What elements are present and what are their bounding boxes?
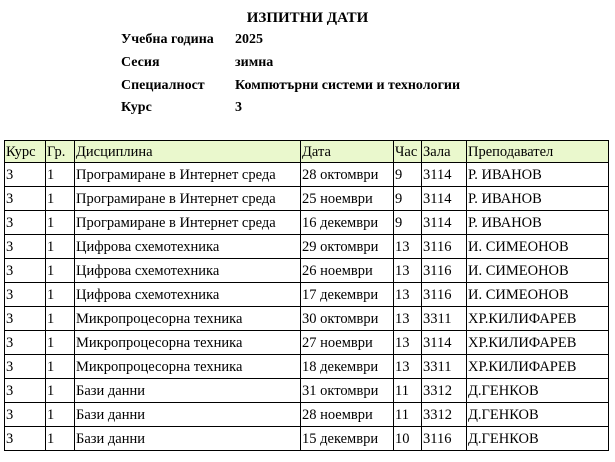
- hour-cell: 9: [394, 163, 422, 187]
- table-row: [5, 331, 609, 355]
- room-cell: 3116: [422, 235, 467, 259]
- lecturer-cell: Р. ИВАНОВ: [467, 187, 609, 211]
- date-cell: 18 декември: [301, 355, 394, 379]
- room-cell: 3116: [422, 259, 467, 283]
- table-row: [5, 379, 609, 403]
- date-cell: 27 ноември: [301, 331, 394, 355]
- room-cell: 3116: [422, 427, 467, 451]
- lecturer-cell: Р. ИВАНОВ: [467, 211, 609, 235]
- room-cell: 3114: [422, 211, 467, 235]
- date-cell: 30 октомври: [301, 307, 394, 331]
- info-value: 3: [235, 100, 242, 115]
- lecturer-cell: Д.ГЕНКОВ: [467, 379, 609, 403]
- column-header-course: Курс: [5, 141, 46, 163]
- hour-cell: 9: [394, 187, 422, 211]
- hour-cell: 13: [394, 235, 422, 259]
- page-title: ИЗПИТНИ ДАТИ: [246, 10, 369, 26]
- lecturer-cell: И. СИМЕОНОВ: [467, 283, 609, 307]
- group-cell: 1: [46, 235, 75, 259]
- group-cell: 1: [46, 307, 75, 331]
- exam-schedule-table: [4, 140, 609, 451]
- course-cell: 3: [5, 283, 46, 307]
- room-cell: 3114: [422, 187, 467, 211]
- info-specialty: [121, 77, 460, 95]
- course-cell: 3: [5, 379, 46, 403]
- discipline-cell: Микропроцесорна техника: [75, 307, 301, 331]
- info-label: Специалност: [121, 78, 205, 93]
- lecturer-cell: Д.ГЕНКОВ: [467, 427, 609, 451]
- hour-cell: 11: [394, 379, 422, 403]
- room-cell: 3311: [422, 355, 467, 379]
- room-cell: 3116: [422, 283, 467, 307]
- column-header-lecturer: Преподавател: [467, 141, 609, 163]
- room-cell: 3114: [422, 331, 467, 355]
- course-cell: 3: [5, 163, 46, 187]
- hour-cell: 13: [394, 307, 422, 331]
- course-cell: 3: [5, 403, 46, 427]
- course-cell: 3: [5, 355, 46, 379]
- group-cell: 1: [46, 427, 75, 451]
- column-header-hour: Час: [394, 141, 422, 163]
- discipline-cell: Програмиране в Интернет среда: [75, 187, 301, 211]
- info-label: Курс: [121, 100, 152, 115]
- table-row: [5, 283, 609, 307]
- hour-cell: 13: [394, 355, 422, 379]
- hour-cell: 13: [394, 283, 422, 307]
- course-cell: 3: [5, 427, 46, 451]
- course-cell: 3: [5, 307, 46, 331]
- table-row: [5, 211, 609, 235]
- discipline-cell: Бази данни: [75, 379, 301, 403]
- group-cell: 1: [46, 163, 75, 187]
- discipline-cell: Микропроцесорна техника: [75, 355, 301, 379]
- info-label: Сесия: [121, 55, 160, 70]
- info-session: [121, 54, 273, 72]
- course-cell: 3: [5, 331, 46, 355]
- date-cell: 16 декември: [301, 211, 394, 235]
- hour-cell: 11: [394, 403, 422, 427]
- room-cell: 3312: [422, 403, 467, 427]
- lecturer-cell: Д.ГЕНКОВ: [467, 403, 609, 427]
- date-cell: 17 декември: [301, 283, 394, 307]
- room-cell: 3311: [422, 307, 467, 331]
- lecturer-cell: И. СИМЕОНОВ: [467, 235, 609, 259]
- group-cell: 1: [46, 331, 75, 355]
- date-cell: 28 ноември: [301, 403, 394, 427]
- discipline-cell: Програмиране в Интернет среда: [75, 211, 301, 235]
- hour-cell: 13: [394, 331, 422, 355]
- group-cell: 1: [46, 283, 75, 307]
- discipline-cell: Бази данни: [75, 403, 301, 427]
- date-cell: 31 октомври: [301, 379, 394, 403]
- column-header-group: Гр.: [46, 141, 75, 163]
- date-cell: 26 ноември: [301, 259, 394, 283]
- table-row: [5, 427, 609, 451]
- date-cell: 15 декември: [301, 427, 394, 451]
- info-academic-year: [121, 31, 263, 49]
- info-value: Компютърни системи и технологии: [235, 78, 461, 93]
- group-cell: 1: [46, 211, 75, 235]
- column-header-room: Зала: [422, 141, 467, 163]
- info-value: 2025: [235, 32, 263, 47]
- table-row: [5, 259, 609, 283]
- lecturer-cell: И. СИМЕОНОВ: [467, 259, 609, 283]
- group-cell: 1: [46, 259, 75, 283]
- course-cell: 3: [5, 235, 46, 259]
- discipline-cell: Цифрова схемотехника: [75, 283, 301, 307]
- hour-cell: 10: [394, 427, 422, 451]
- lecturer-cell: Р. ИВАНОВ: [467, 163, 609, 187]
- table-row: [5, 355, 609, 379]
- column-header-discipline: Дисциплина: [75, 141, 301, 163]
- date-cell: 29 октомври: [301, 235, 394, 259]
- discipline-cell: Цифрова схемотехника: [75, 259, 301, 283]
- date-cell: 28 октомври: [301, 163, 394, 187]
- table-header-row: [5, 141, 609, 163]
- date-cell: 25 ноември: [301, 187, 394, 211]
- course-cell: 3: [5, 259, 46, 283]
- course-cell: 3: [5, 187, 46, 211]
- discipline-cell: Програмиране в Интернет среда: [75, 163, 301, 187]
- group-cell: 1: [46, 379, 75, 403]
- lecturer-cell: ХР.КИЛИФАРЕВ: [467, 307, 609, 331]
- lecturer-cell: ХР.КИЛИФАРЕВ: [467, 355, 609, 379]
- group-cell: 1: [46, 187, 75, 211]
- info-value: зимна: [235, 55, 274, 70]
- hour-cell: 9: [394, 211, 422, 235]
- hour-cell: 13: [394, 259, 422, 283]
- column-header-date: Дата: [301, 141, 394, 163]
- lecturer-cell: ХР.КИЛИФАРЕВ: [467, 331, 609, 355]
- table-row: [5, 235, 609, 259]
- course-cell: 3: [5, 211, 46, 235]
- group-cell: 1: [46, 403, 75, 427]
- info-label: Учебна година: [121, 32, 214, 47]
- group-cell: 1: [46, 355, 75, 379]
- table-row: [5, 403, 609, 427]
- table-row: [5, 163, 609, 187]
- table-row: [5, 187, 609, 211]
- discipline-cell: Микропроцесорна техника: [75, 331, 301, 355]
- table-row: [5, 307, 609, 331]
- discipline-cell: Цифрова схемотехника: [75, 235, 301, 259]
- info-course: [121, 99, 242, 117]
- room-cell: 3312: [422, 379, 467, 403]
- room-cell: 3114: [422, 163, 467, 187]
- discipline-cell: Бази данни: [75, 427, 301, 451]
